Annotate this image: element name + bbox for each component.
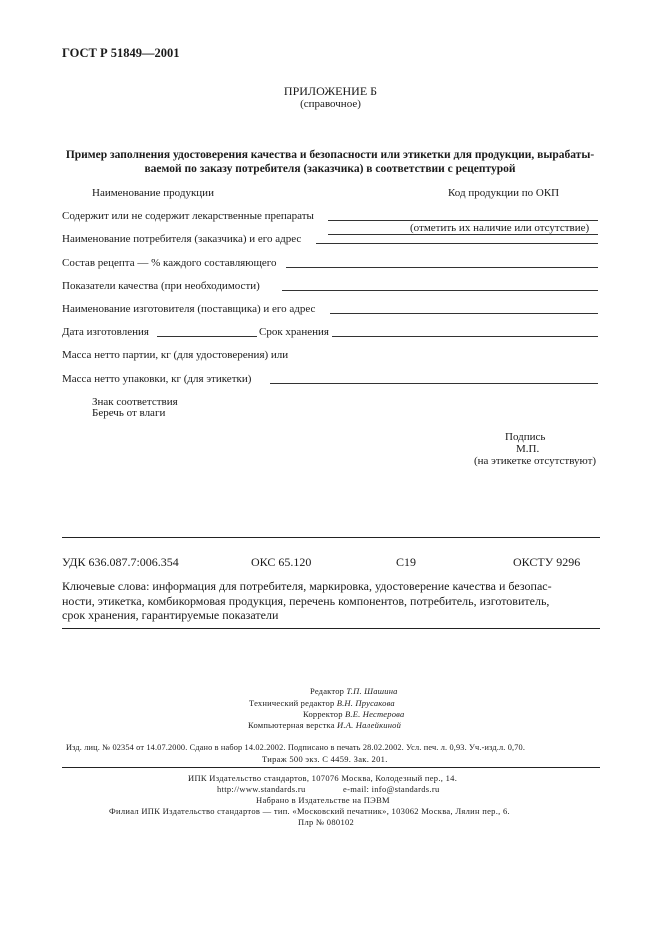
keywords-divider (62, 628, 600, 629)
publisher-divider (62, 767, 600, 768)
net-pack-label: Масса нетто упаковки, кг (для этикетки) (62, 373, 252, 385)
proofreader-credit (303, 709, 404, 719)
consumer-line (316, 243, 598, 244)
proofreader-name: В.Е. Нестерова (345, 709, 405, 719)
product-name-label: Наименование продукции (92, 187, 214, 199)
quality-label: Показатели качества (при необходимости) (62, 280, 260, 292)
shelf-life-line (332, 336, 598, 337)
net-batch-label: Масса нетто партии, кг (для удостоверения) или (62, 349, 289, 361)
layout-name: И.А. Налейкиной (337, 720, 402, 730)
tech-editor-label: Технический редактор (249, 698, 335, 708)
tech-editor-name: В.Н. Прусакова (336, 698, 395, 708)
consumer-label: Наименование потребителя (заказчика) и его адрес (62, 233, 302, 245)
oks-code: ОКС 65.120 (251, 555, 312, 569)
stamp-label: М.П. (516, 443, 540, 455)
keywords-line1: Ключевые слова: информация для потребителя, маркировка, удостоверение качества и безопас- (62, 579, 552, 593)
udk-code: УДК 636.087.7:006.354 (62, 555, 179, 569)
medicines-note: (отметить их наличие или отсутствие) (410, 222, 590, 234)
medicines-note-line (328, 234, 598, 235)
publisher-address: ИПК Издательство стандартов, 107076 Москва, Колодезный пер., 14. (188, 773, 458, 783)
net-pack-line (270, 383, 598, 384)
appendix-title: ПРИЛОЖЕНИЕ Б (283, 84, 378, 98)
quality-line (282, 290, 598, 291)
date-line (157, 336, 257, 337)
editor-credit (310, 686, 398, 696)
proofreader-label: Корректор (303, 709, 343, 719)
appendix-subtitle: (справочное) (300, 98, 361, 110)
layout-label: Компьютерная верстка (248, 720, 335, 730)
example-title-line2: ваемой по заказу потребителя (заказчика) в соответствии с рецептурой (144, 163, 516, 175)
medicines-label: Содержит или не содержит лекарственные препараты (62, 210, 314, 222)
label-note: (на этикетке отсутствуют) (474, 455, 597, 467)
publisher-branch: Филиал ИПК Издательство стандартов — тип. «Московский печатник», 103062 Москва, Лялин пер., 6. (109, 806, 510, 816)
editor-label: Редактор (310, 686, 345, 696)
publisher-license: Плр № 080102 (298, 817, 355, 827)
document-header: ГОСТ Р 51849—2001 (62, 46, 180, 60)
moisture-warning: Беречь от влаги (92, 407, 166, 419)
product-code-label: Код продукции по ОКП (448, 187, 560, 199)
conformity-mark: Знак соответствия (92, 396, 178, 408)
tech-editor-credit (249, 698, 395, 708)
keywords-line2: ности, этикетка, комбикормовая продукция, перечень компонентов, потребитель, изготовитель, (62, 593, 550, 608)
example-title-line1: Пример заполнения удостоверения качества и безопасности или этикетки для продукции, вырабаты- (65, 149, 595, 161)
manufacturer-label: Наименование изготовителя (поставщика) и его адрес (62, 303, 316, 315)
imprint-line2: Тираж 500 экз. С 4459. Зак. 201. (262, 754, 388, 764)
imprint-line1: Изд. лиц. № 02354 от 14.07.2000. Сдано в набор 14.02.2002. Подписано в печать 28.02.2002. Усл. печ. л. 0,93. Уч.-изд.л. 0,70. (66, 743, 526, 752)
recipe-line (286, 267, 598, 268)
example-title (40, 148, 620, 176)
layout-credit (248, 720, 401, 730)
okstu-code: ОКСТУ 9296 (513, 555, 581, 569)
manufacturer-line (330, 313, 598, 314)
top-divider (62, 537, 600, 538)
category-code: С19 (396, 555, 417, 569)
keywords (62, 579, 600, 623)
recipe-label: Состав рецепта — % каждого составляющего (62, 257, 277, 269)
date-label: Дата изготовления (62, 326, 149, 338)
signature-label: Подпись (505, 431, 546, 443)
keywords-line3: срок хранения, гарантируемые показатели (62, 608, 279, 622)
publisher-email[interactable]: e-mail: info@standards.ru (343, 784, 440, 794)
editor-name: Т.П. Шашина (346, 686, 398, 696)
shelf-life-label: Срок хранения (259, 326, 329, 338)
publisher-website[interactable]: http://www.standards.ru (217, 784, 306, 794)
medicines-line (328, 220, 598, 221)
publisher-typeset: Набрано в Издательстве на ПЭВМ (256, 795, 390, 805)
